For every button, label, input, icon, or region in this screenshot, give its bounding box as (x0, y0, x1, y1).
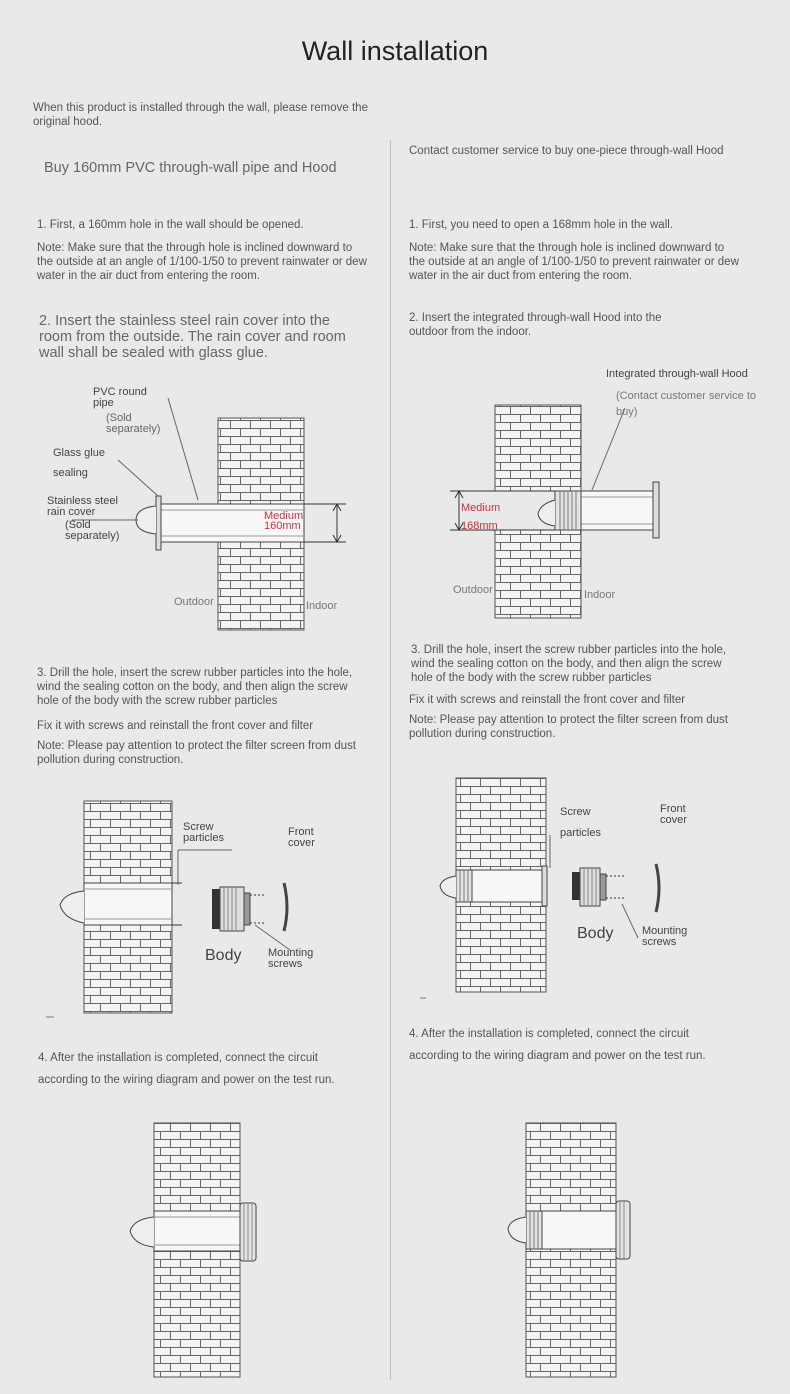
left-fix: Fix it with screws and reinstall the front cover and filter (37, 720, 314, 732)
wall-lower (218, 542, 304, 630)
label-size-168: 168mm (461, 520, 498, 532)
left-step1: 1. First, a 160mm hole in the wall should be opened. (37, 219, 304, 231)
fan-body (212, 889, 220, 929)
label-medium-168: Medium (461, 502, 501, 514)
left-figure-final (120, 1115, 280, 1385)
left-step4b: according to the wiring diagram and power on the test run. (38, 1074, 335, 1086)
wall-lower (84, 925, 172, 1013)
front-cover (284, 883, 287, 931)
label-body-left: Body (205, 947, 242, 964)
outdoor-hood (130, 1217, 154, 1247)
left-heading: Buy 160mm PVC through-wall pipe and Hood (44, 160, 337, 176)
label-rain-cover: Stainless steel rain cover (47, 495, 118, 518)
left-step4a: 4. After the installation is completed, connect the circuit (38, 1052, 318, 1064)
left-step3: 3. Drill the hole, insert the screw rubber particles into the hole, wind the sealing cotton on the body, and then align the screw hole of the body with the screw rubber particles (37, 667, 353, 707)
label-screw-particles-left: Screw particles (183, 821, 224, 844)
label-size-160: 160mm (264, 520, 301, 532)
right-heading: Contact customer service to buy one-piece through-wall Hood (409, 145, 724, 157)
outdoor-hood (508, 1217, 526, 1243)
right-step4b: according to the wiring diagram and power on the test run. (409, 1050, 706, 1062)
rain-cover-hood (136, 506, 156, 534)
label-rain-cover-sold: (Sold separately) (65, 519, 120, 542)
rain-cover-flange (156, 496, 161, 550)
hood-flange (653, 482, 659, 538)
right-note1: Note: Make sure that the through hole is inclined downward to the outside at an angle of 1/100-1/50 to prevent rainwater or dew water in the air duct from entering the room. (409, 242, 739, 282)
right-figure-final (490, 1115, 650, 1385)
label-mounting-screws-right: Mounting screws (642, 925, 688, 948)
wall-lower (456, 902, 546, 992)
fan-body (572, 872, 580, 900)
right-step3: 3. Drill the hole, insert the screw rubber particles into the hole, wind the sealing cotton on the body, and then align the screw hole of the body with the screw rubber particles (411, 644, 727, 684)
wall-upper (526, 1123, 616, 1211)
label-integrated-hood: Integrated through-wall Hood (606, 368, 748, 380)
label-pvc-pipe: PVC round pipe (93, 386, 147, 409)
wall-lower (526, 1249, 616, 1377)
right-step4a: 4. After the installation is completed, connect the circuit (409, 1028, 689, 1040)
outdoor-hood (440, 876, 456, 898)
left-note1: Note: Make sure that the through hole is inclined downward to the outside at an angle of 1/100-1/50 to prevent rainwater or dew water in the air duct from entering the room. (37, 242, 367, 282)
label-sealing: sealing (53, 467, 88, 479)
label-glass-glue: Glass glue (53, 447, 105, 459)
right-step2: 2. Insert the integrated through-wall Hood into the outdoor from the indoor. (409, 312, 662, 338)
left-note3: Note: Please pay attention to protect the filter screen from dust pollution during construction. (37, 740, 356, 766)
left-step2: 2. Insert the stainless steel rain cover into the room from the outside. The rain cover and room wall shall be sealed with glass glue. (39, 313, 346, 361)
installed-unit (616, 1201, 630, 1259)
wall-lower (495, 530, 581, 618)
label-medium-160: Medium (264, 510, 304, 522)
wall-lower (154, 1251, 240, 1377)
label-mounting-screws-left: Mounting screws (268, 947, 314, 970)
label-screw-right: Screw (560, 806, 591, 818)
wall-upper (154, 1123, 240, 1211)
front-cover (656, 864, 659, 912)
label-indoor-right: Indoor (584, 589, 616, 601)
label-front-cover-right: Front cover (660, 803, 687, 826)
label-particles-right: particles (560, 827, 601, 839)
outdoor-hood (60, 891, 84, 923)
label-outdoor-right: Outdoor (453, 584, 493, 596)
page-title: Wall installation (301, 36, 489, 66)
right-step1: 1. First, you need to open a 168mm hole in the wall. (409, 219, 674, 231)
label-front-cover-left: Front cover (288, 826, 315, 849)
wall-upper (84, 801, 172, 883)
label-outdoor-left: Outdoor (174, 596, 214, 608)
label-contact-service: (Contact customer service to buy) (616, 390, 756, 418)
label-pvc-sold-separately: (Sold separately) (106, 412, 161, 435)
label-indoor-left: Indoor (306, 600, 338, 612)
column-divider (390, 140, 391, 1380)
wall-upper (456, 778, 546, 870)
label-body-right: Body (577, 925, 614, 942)
right-note3: Note: Please pay attention to protect the filter screen from dust pollution during construction. (409, 714, 728, 740)
intro-text: When this product is installed through the wall, please remove the original hood. (33, 102, 368, 128)
right-fix: Fix it with screws and reinstall the front cover and filter (409, 694, 686, 706)
wall-upper (495, 405, 581, 491)
wall-upper (218, 418, 304, 504)
hood-outlet (538, 500, 555, 526)
